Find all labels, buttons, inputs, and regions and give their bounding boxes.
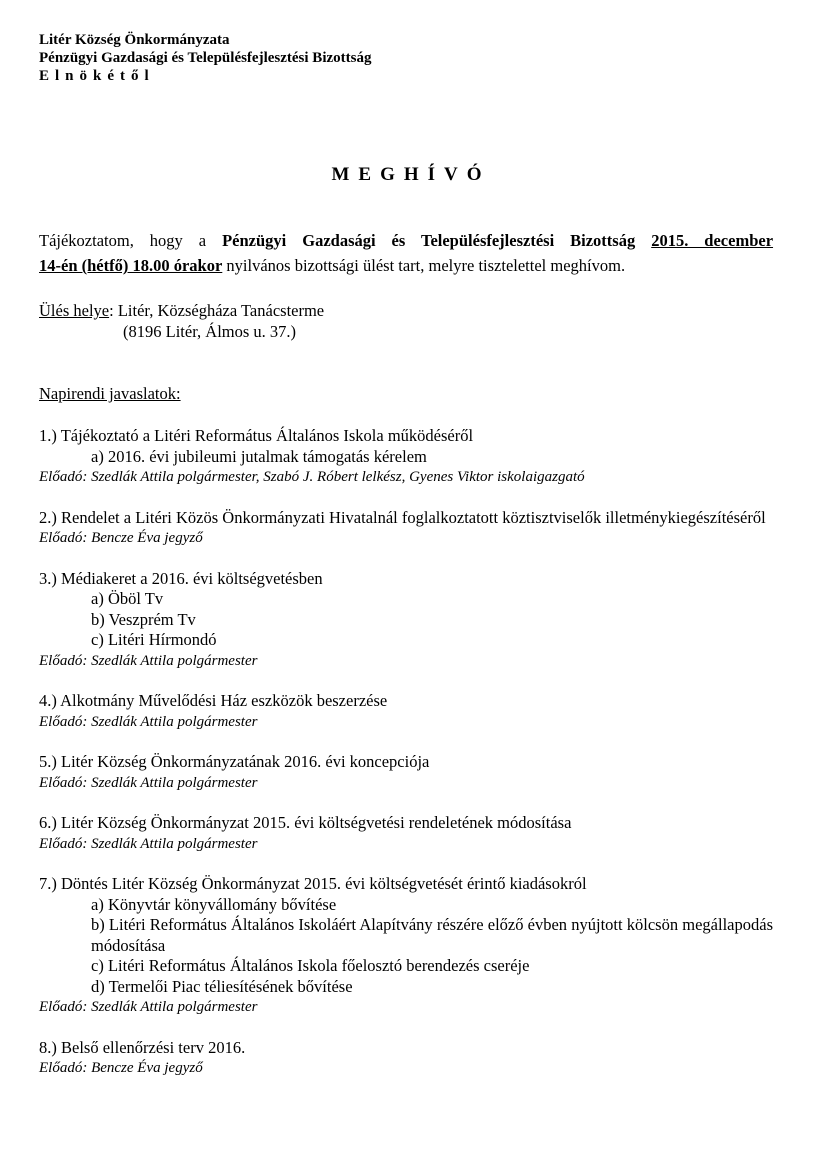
agenda-subitem: b) Litéri Református Általános Iskoláért Alapítvány részére előző évben nyújtott kölcsön megállapodás módosítása: [91, 915, 773, 955]
agenda-item: [39, 752, 773, 793]
agenda-item: [39, 691, 773, 732]
agenda-subitem: a) 2016. évi jubileumi jutalmak támogatás kérelem: [91, 446, 427, 466]
venue-block: [39, 300, 324, 342]
agenda-item-title: 8.) Belső ellenőrzési terv 2016.: [39, 1037, 246, 1057]
intro-prefix: Tájékoztatom, hogy a: [39, 231, 223, 250]
agenda-item-title: 3.) Médiakeret a 2016. évi költségvetésben: [39, 568, 323, 588]
agenda-subitem: c) Litéri Hírmondó: [91, 630, 217, 649]
agenda-item-title: 5.) Litér Község Önkormányzatának 2016. évi koncepciója: [39, 752, 430, 771]
agenda-item: [39, 508, 773, 549]
agenda-item: [39, 874, 773, 1018]
agenda-subitem: d) Termelői Piac téliesítésének bővítése: [91, 976, 353, 996]
agenda-item-presenter: Előadó: Szedlák Attila polgármester: [39, 835, 258, 852]
agenda-item-presenter: Előadó: Bencze Éva jegyző: [39, 530, 203, 546]
venue-address: (8196 Litér, Álmos u. 37.): [123, 322, 297, 341]
agenda-item: [39, 569, 773, 672]
agenda-item-title: 1.) Tájékoztató a Litéri Református Általános Iskola működéséről: [39, 426, 474, 445]
agenda-item: [39, 426, 773, 488]
page-title: MEGHÍVÓ: [331, 164, 491, 185]
agenda-item: [39, 1038, 773, 1079]
intro-paragraph: [39, 228, 773, 278]
header-organization: Litér Község Önkormányzata: [39, 32, 230, 48]
intro-line-1: [39, 228, 773, 253]
agenda-list: [39, 426, 773, 1099]
intro-line-2: [39, 253, 773, 278]
venue-label: Ülés helye: [39, 301, 110, 320]
header-sender: Elnökétől: [39, 68, 155, 84]
agenda-subitem: a) Öböl Tv: [91, 589, 164, 608]
intro-date: 2015. december: [651, 231, 774, 250]
agenda-item: [39, 813, 773, 854]
header-committee: Pénzügyi Gazdasági és Településfejlesztési Bizottság: [39, 50, 372, 66]
agenda-item-presenter: Előadó: Szedlák Attila polgármester, Szabó J. Róbert lelkész, Gyenes Viktor iskolaigazgató: [39, 469, 585, 485]
agenda-item-presenter: Előadó: Szedlák Attila polgármester: [39, 999, 258, 1015]
agenda-item-presenter: Előadó: Bencze Éva jegyző: [39, 1060, 203, 1076]
venue-line: [39, 301, 324, 320]
agenda-item-title: 6.) Litér Község Önkormányzat 2015. évi költségvetési rendeletének módosítása: [39, 813, 572, 832]
agenda-item-title: 2.) Rendelet a Litéri Közös Önkormányzati Hivatalnál foglalkoztatott köztisztviselők illetménykiegészítéséről: [39, 507, 766, 527]
agenda-header: Napirendi javaslatok:: [39, 384, 181, 403]
intro-time: 14-én (hétfő) 18.00 órakor: [39, 256, 223, 275]
agenda-item-presenter: Előadó: Szedlák Attila polgármester: [39, 774, 258, 791]
intro-committee: Pénzügyi Gazdasági és Településfejlesztési Bizottság: [222, 231, 636, 250]
venue-place: : Litér, Községháza Tanácsterme: [109, 301, 325, 320]
agenda-item-title: 4.) Alkotmány Művelődési Ház eszközök beszerzése: [39, 691, 388, 710]
agenda-subitem: c) Litéri Református Általános Iskola főelosztó berendezés cseréje: [91, 956, 530, 975]
agenda-item-presenter: Előadó: Szedlák Attila polgármester: [39, 713, 258, 730]
agenda-item-title: 7.) Döntés Litér Község Önkormányzat 2015. évi költségvetését érintő kiadásokról: [39, 874, 587, 893]
intro-suffix: nyilvános bizottsági ülést tart, melyre tisztelettel meghívom.: [222, 256, 626, 275]
agenda-item-presenter: Előadó: Szedlák Attila polgármester: [39, 652, 258, 669]
agenda-subitem: a) Könyvtár könyvállomány bővítése: [91, 894, 337, 914]
agenda-subitem: b) Veszprém Tv: [91, 609, 196, 629]
